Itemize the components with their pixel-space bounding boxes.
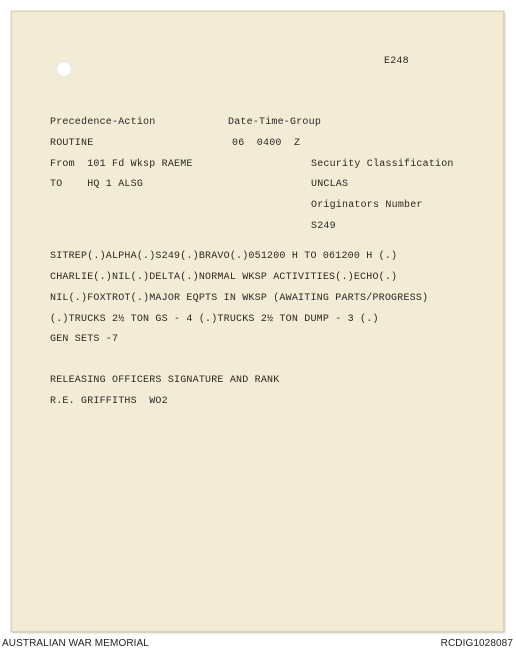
dtg-label: Date-Time-Group xyxy=(228,117,322,128)
institution-label: AUSTRALIAN WAR MEMORIAL xyxy=(2,638,149,649)
security-value: UNCLAS xyxy=(311,179,349,190)
precedence-label: Precedence-Action xyxy=(50,117,156,128)
to-line: TO HQ 1 ALSG xyxy=(50,179,144,190)
document-number: E248 xyxy=(384,56,409,67)
message-body-line: NIL(.)FOXTROT(.)MAJOR EQPTS IN WKSP (AWAITING PARTS/PROGRESS) xyxy=(50,293,429,304)
from-line: From 101 Fd Wksp RAEME xyxy=(50,159,193,170)
originators-label: Originators Number xyxy=(311,200,423,211)
release-label: RELEASING OFFICERS SIGNATURE AND RANK xyxy=(50,375,280,386)
punch-hole xyxy=(56,61,72,77)
precedence-value: ROUTINE xyxy=(50,138,94,149)
release-value: R.E. GRIFFITHS WO2 xyxy=(50,396,168,407)
message-body-line: (.)TRUCKS 2½ TON GS - 4 (.)TRUCKS 2½ TON DUMP - 3 (.) xyxy=(50,314,379,325)
catalogue-id: RCDIG1028087 xyxy=(440,638,513,649)
originators-value: S249 xyxy=(311,221,336,232)
message-body-line: SITREP(.)ALPHA(.)S249(.)BRAVO(.)051200 H TO 061200 H (.) xyxy=(50,251,398,262)
security-label: Security Classification xyxy=(311,159,454,170)
message-body-line: CHARLIE(.)NIL(.)DELTA(.)NORMAL WKSP ACTIVITIES(.)ECHO(.) xyxy=(50,272,398,283)
message-body-line: GEN SETS -7 xyxy=(50,334,119,345)
dtg-value: 06 0400 Z xyxy=(232,138,301,149)
